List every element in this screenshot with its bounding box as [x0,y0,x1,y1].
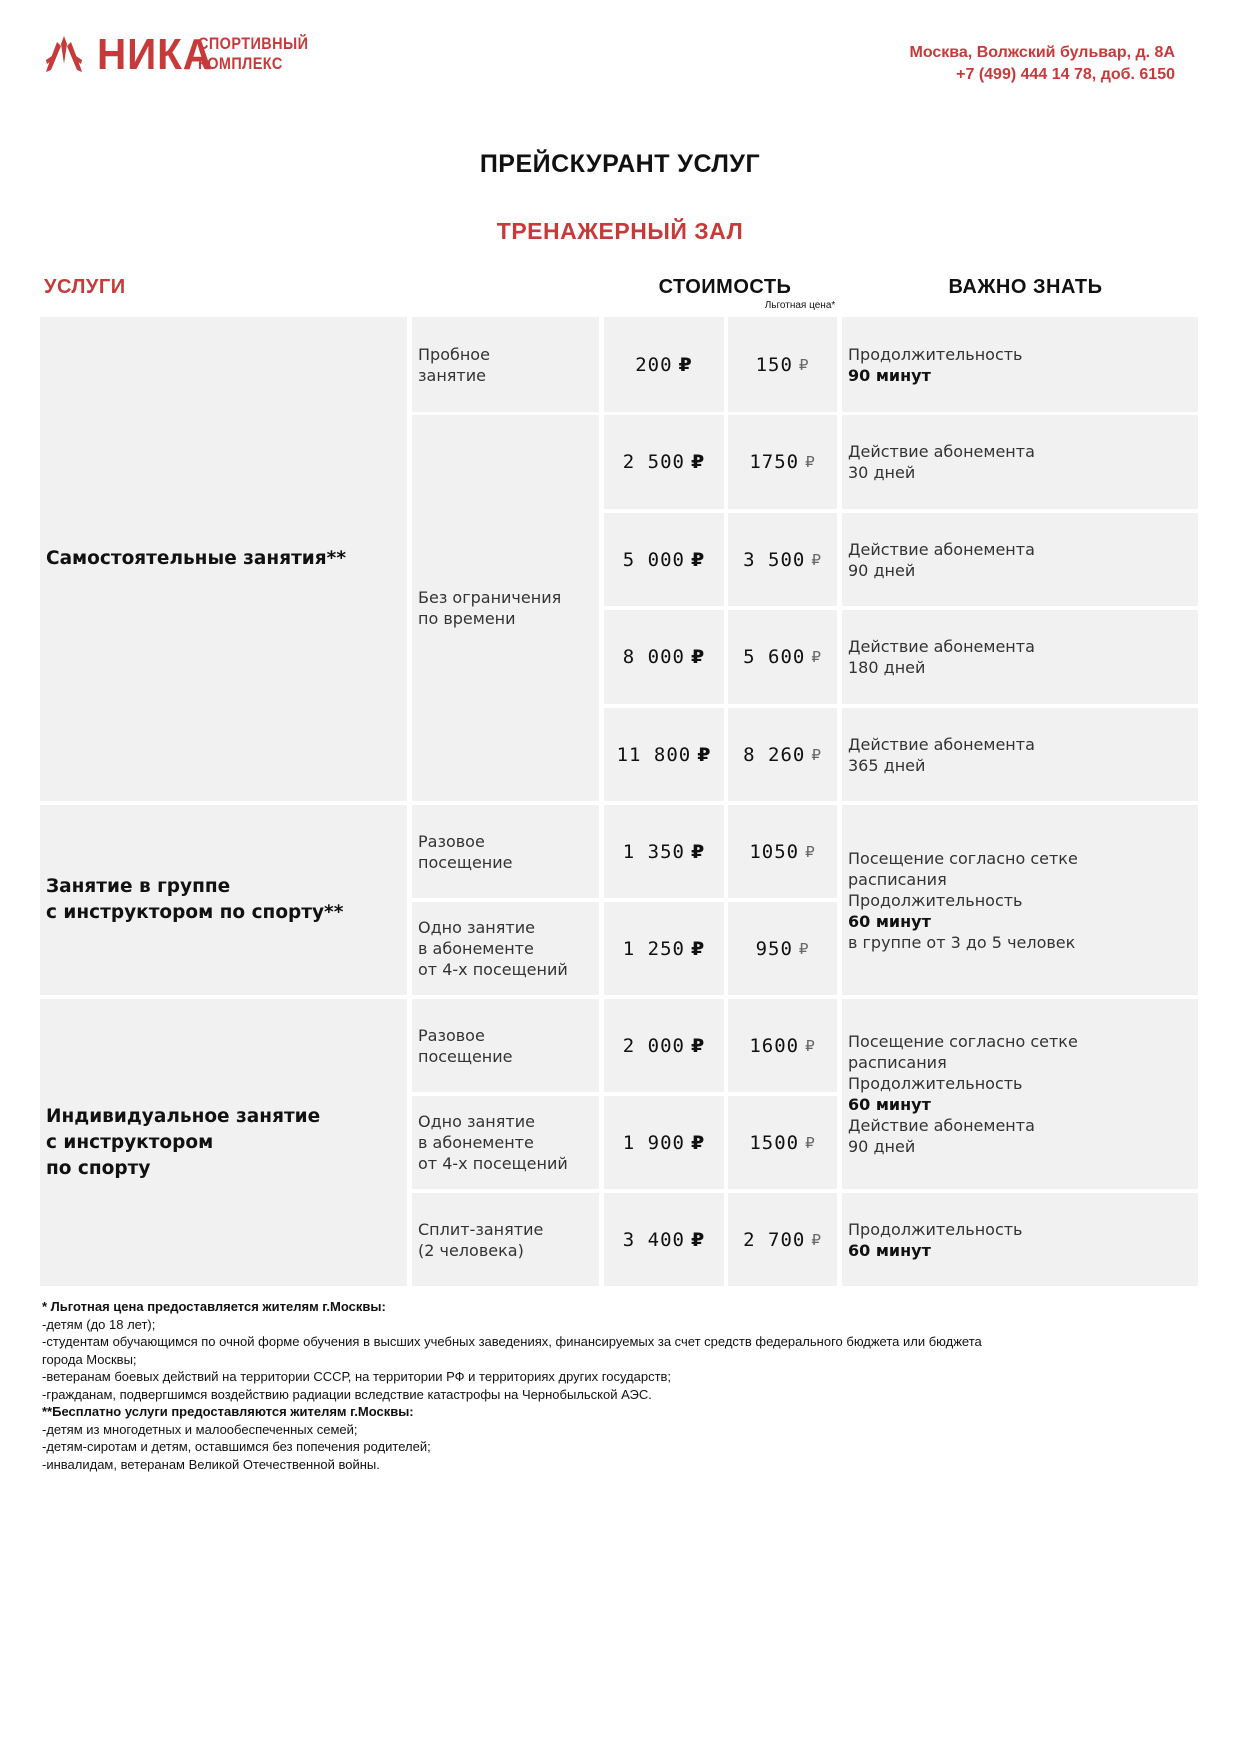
subservice-trial: Пробное занятие [412,317,599,412]
subservice-subscription: Одно занятие в абонементе от 4-х посещений [412,1096,599,1189]
info-cell: Действие абонемента 30 дней [842,415,1198,509]
service-individual-training: Индивидуальное занятие с инструктором по спорту [40,999,407,1286]
discount-price-cell: 3 500 ₽ [728,513,837,606]
discount-price-cell: 1750 ₽ [728,415,837,509]
footnote-item: -детям-сиротам и детям, оставшимся без попечения родителей; [42,1439,431,1454]
section-title: ТРЕНАЖЕРНЫЙ ЗАЛ [496,218,744,244]
logo [43,30,313,79]
discount-price-cell: 8 260 ₽ [728,708,837,801]
footnote-item: -ветеранам боевых действий на территории СССР, на территории РФ и территориях других государств; [42,1369,672,1384]
subservice-subscription: Одно занятие в абонементе от 4-х посещений [412,902,599,995]
footnote-item: -студентам обучающимся по очной форме обучения в высших учебных заведениях, финансируемых за счет средств федерального бюджета или бюджета [42,1334,982,1349]
subservice-split: Сплит-занятие (2 человека) [412,1193,599,1286]
info-cell: Действие абонемента 180 дней [842,610,1198,704]
info-cell: Продолжительность 90 минут [842,317,1198,412]
discount-price-cell: 1050 ₽ [728,805,837,898]
footnote-item: -инвалидам, ветеранам Великой Отечественной войны. [42,1456,380,1472]
logo-subtitle: СПОРТИВНЫЙ КОМПЛЕКС [198,34,309,73]
logo-name: НИКА [97,30,213,79]
column-header-services: УСЛУГИ [44,276,126,298]
footnote-item: -гражданам, подвергшимся воздействию радиации вследствие катастрофы на Чернобыльской АЭС. [42,1386,652,1402]
service-self-training: Самостоятельные занятия** [40,317,407,801]
footnote-free-heading: **Бесплатно услуги предоставляются жителям г.Москвы: [42,1404,414,1419]
address: Москва, Волжский бульвар, д. 8А [909,44,1175,61]
price-cell: 2 500 ₽ [604,415,724,509]
price-cell: 1 350 ₽ [604,805,724,898]
page-title: ПРЕЙСКУРАНТ УСЛУГ [479,150,761,178]
column-header-cost: СТОИМОСТЬ [658,276,792,298]
price-cell: 1 900 ₽ [604,1096,724,1189]
price-cell: 8 000 ₽ [604,610,724,704]
price-cell: 5 000 ₽ [604,513,724,606]
footnote-item: -детям из многодетных и малообеспеченных семей; [42,1421,358,1437]
contact-block [909,42,1175,86]
footnote-item: города Москвы; [42,1351,137,1367]
service-group-training: Занятие в группе с инструктором по спорту** [40,805,407,995]
price-cell: 1 250 ₽ [604,902,724,995]
discount-price-cell: 150 ₽ [728,317,837,412]
info-cell: Действие абонемента 90 дней [842,513,1198,606]
footnotes [42,1298,1192,1473]
price-cell: 2 000 ₽ [604,999,724,1092]
subservice-single-visit: Разовое посещение [412,999,599,1092]
discount-price-cell: 2 700 ₽ [728,1193,837,1286]
discount-price-cell: 1600 ₽ [728,999,837,1092]
subservice-single-visit: Разовое посещение [412,805,599,898]
info-cell: Посещение согласно сетке расписания Продолжительность 60 минут в группе от 3 до 5 человек [842,805,1198,995]
price-cell: 200 ₽ [604,317,724,412]
price-cell: 11 800 ₽ [604,708,724,801]
info-cell: Посещение согласно сетке расписания Продолжительность 60 минут Действие абонемента 90 дней [842,999,1198,1189]
info-cell: Действие абонемента 365 дней [842,708,1198,801]
price-cell: 3 400 ₽ [604,1193,724,1286]
footnote-discount-heading: * Льготная цена предоставляется жителям г.Москвы: [42,1299,386,1314]
discount-price-cell: 1500 ₽ [728,1096,837,1189]
phone: +7 (499) 444 14 78, доб. 6150 [956,66,1175,83]
discount-price-cell: 950 ₽ [728,902,837,995]
subservice-unlimited: Без ограничения по времени [412,415,599,801]
info-cell: Продолжительность 60 минут [842,1193,1198,1286]
discount-price-note: Льготная цена* [764,300,836,311]
column-header-important: ВАЖНО ЗНАТЬ [948,276,1103,298]
discount-price-cell: 5 600 ₽ [728,610,837,704]
footnote-item: -детям (до 18 лет); [42,1316,156,1332]
logo-mark-icon [43,34,85,76]
